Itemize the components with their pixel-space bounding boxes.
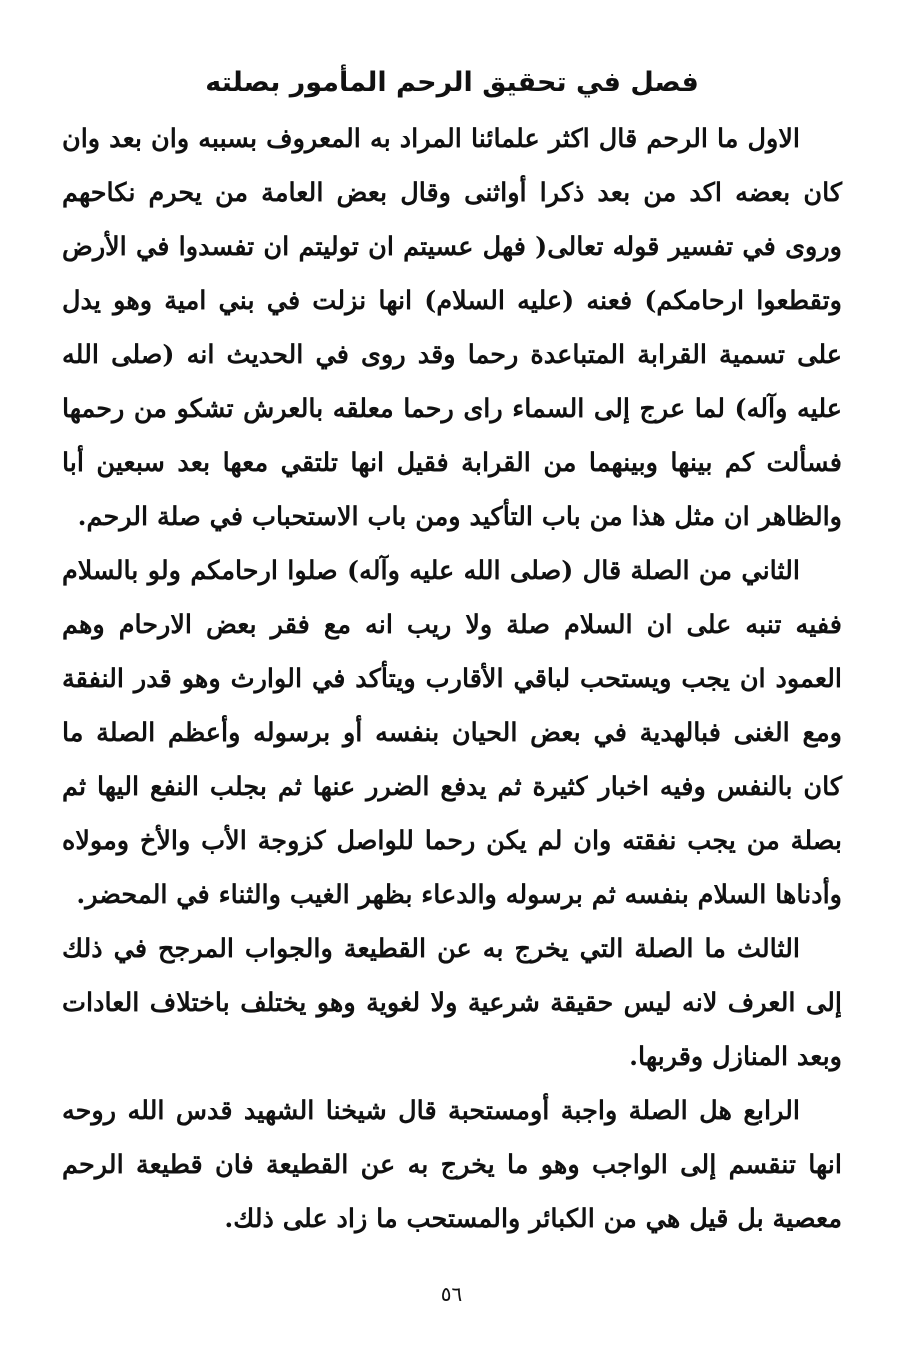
paragraph-fourth: الرابع هل الصلة واجبة أومستحبة قال شيخنا الشهيد قدس الله روحه انها تنقسم إلى الواجب وهو ما يخرج به عن القطيعة فان قطيعة الرحم معصية بل قيل هي من الكبائر والمستحب ما زاد على ذلك.	[62, 1096, 842, 1234]
paragraph-third: الثالث ما الصلة التي يخرج به عن القطيعة والجواب المرجح في ذلك إلى العرف لانه ليس حقيقة شرعية ولا لغوية وهو يختلف باختلاف العادات وبعد المنازل وقربها.	[62, 934, 842, 1072]
section-title: فصل في تحقيق الرحم المأمور بصلته	[205, 67, 699, 98]
paragraph-first: الاول ما الرحم قال اكثر علمائنا المراد به المعروف بسببه وان بعد وان كان بعضه اكد من بعد ذكرا أواثنى وقال بعض العامة من يحرم نكاحهم وروى في تفسير قوله تعالى( فهل عسيتم ان توليتم ان تفسدوا في الأرض وتقطعوا ارحامكم) فعنه (عليه السلام) انها نزلت في بني امية وهو يدل على تسمية القرابة المتباعدة رحما وقد روى في الحديث انه (صلى الله عليه وآله) لما عرج إلى السماء راى رحما معلقه بالعرش تشكو من رحمها فسألت كم بينها وبينهما من القرابة فقيل انها تلتقي معها بعد سبعين أبا والظاهر ان مثل هذا من باب التأكيد ومن باب الاستحباب في صلة الرحم.	[62, 124, 842, 532]
paragraph-second: الثاني من الصلة قال (صلى الله عليه وآله) صلوا ارحامكم ولو بالسلام ففيه تنبه على ان السلام صلة ولا ريب انه مع فقر بعض الارحام وهم العمود ان يجب ويستحب لباقي الأقارب ويتأكد في الوارث وهو قدر النفقة ومع الغنى فبالهدية في بعض الحيان بنفسه أو برسوله وأعظم الصلة ما كان بالنفس وفيه اخبار كثيرة ثم يدفع الضرر عنها ثم بجلب النفع اليها ثم بصلة من يجب نفقته وان لم يكن رحما للواصل كزوجة الأب والأخ ومولاه وأدناها السلام بنفسه ثم برسوله والدعاء بظهر الغيب والثناء في المحضر.	[62, 556, 842, 910]
page-body	[62, 58, 842, 1246]
page-number: ٥٦	[440, 1282, 463, 1306]
